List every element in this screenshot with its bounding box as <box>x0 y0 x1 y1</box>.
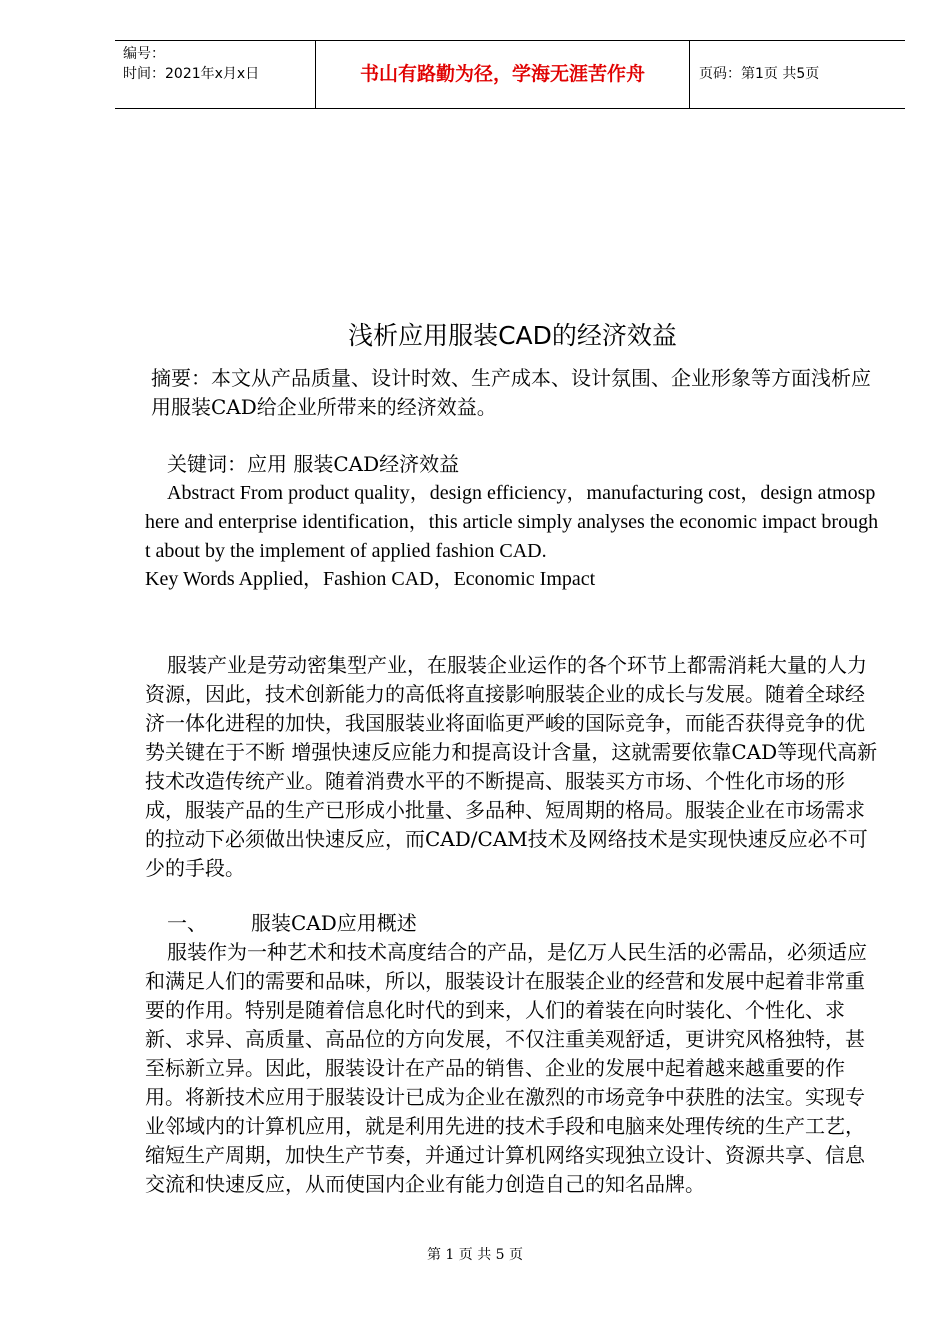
header-page-info: 页码：第1页 共5页 <box>699 66 820 82</box>
keywords-chinese: 关键词：应用 服装CAD经济效益 <box>167 452 460 476</box>
header-divider <box>689 41 690 108</box>
abstract-english: Abstract From product quality，design efficiency，manufacturing cost，design atmosphere and enterprise identification，this article simply analyses the economic impact brought about by the implement of applied fashion CAD. <box>145 482 879 562</box>
document-number-label: 编号： <box>123 46 165 62</box>
document-time-label: 时间：2021年x月x日 <box>123 66 260 82</box>
header-meta <box>123 44 259 84</box>
section-title: 服装CAD应用概述 <box>251 911 417 935</box>
document-title: 浅析应用服装CAD的经济效益 <box>348 321 677 350</box>
intro-paragraph: 服装产业是劳动密集型产业，在服装企业运作的各个环节上都需消耗大量的人力资源，因此，技术创新能力的高低将直接影响服装企业的成长与发展。随着全球经济一体化进程的加快，我国服装业将面临更严峻的国际竞争，而能否获得竞争的优势关键在于不断 增强快速反应能力和提高设计含量，这就需要依靠CAD等现代高新技术改造传统产业。随着消费水平的不断提高、服装买方市场、个性化市场的形成，服装产品的生产已形成小批量、多品种、短周期的格局。服装企业在市场需求的拉动下必须做出快速反应，而CAD/CAM技术及网络技术是实现快速反应必不可少的手段。 <box>145 653 878 880</box>
header-motto: 书山有路勤为径，学海无涯苦作舟 <box>359 63 645 85</box>
section-paragraph: 服装作为一种艺术和技术高度结合的产品，是亿万人民生活的必需品，必须适应和满足人们的需要和品味，所以，服装设计在服装企业的经营和发展中起着非常重要的作用。特别是随着信息化时代的到来，人们的着装在向时装化、个性化、求新、求异、高质量、高品位的方向发展，不仅注重美观舒适，更讲究风格独特，甚至标新立异。因此，服装设计在产品的销售、企业的发展中起着越来越重要的作用。将新技术应用于服装设计已成为企业在激烈的市场竞争中获胜的法宝。实现专业邻域内的计算机应用，就是利用先进的技术手段和电脑来处理传统的生产工艺，缩短生产周期，加快生产节奏，并通过计算机网络实现独立设计、资源共享、信息交流和快速反应，从而使国内企业有能力创造自己的知名品牌。 <box>145 940 867 1196</box>
page-footer: 第 1 页 共 5 页 <box>426 1247 524 1263</box>
section-number: 一、 <box>167 911 207 935</box>
keywords-english: Key Words Applied，Fashion CAD，Economic Impact <box>145 568 596 590</box>
page-header <box>115 40 905 109</box>
section-heading <box>145 909 880 938</box>
abstract-chinese: 摘要：本文从产品质量、设计时效、生产成本、设计氛围、企业形象等方面浅析应用服装CAD给企业所带来的经济效益。 <box>151 366 871 419</box>
